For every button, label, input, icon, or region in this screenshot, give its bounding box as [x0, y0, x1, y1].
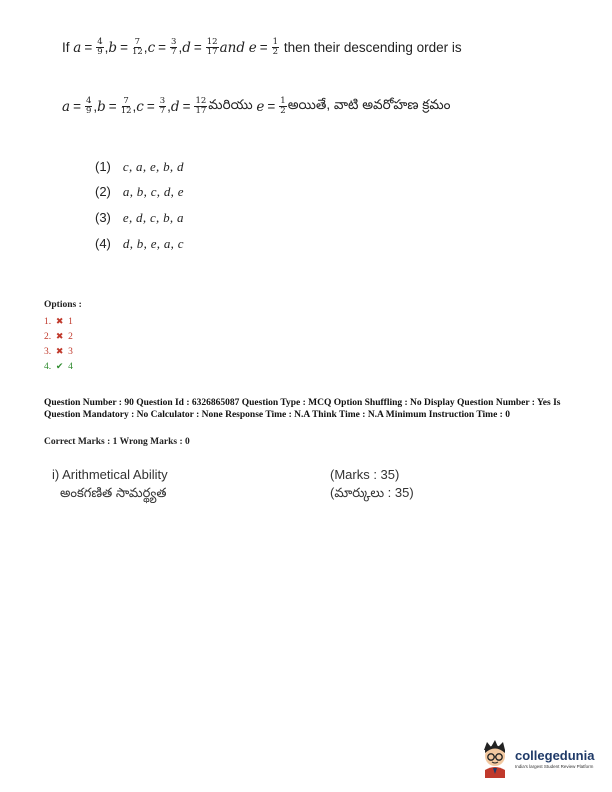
fraction-a: $\frac{4}{9}$: [97, 37, 103, 57]
logo-name: collegedunia: [515, 747, 595, 763]
option-4: 4. ✔ 4: [44, 361, 73, 372]
var-a: a: [73, 39, 82, 56]
option-1: 1. ✖ 1: [44, 316, 73, 327]
section-title-te: అంకగణిత సామర్థ్యత: [60, 485, 167, 500]
fraction-b: $\frac{7}{12}$: [131, 37, 143, 57]
logo-tagline: India's largest Student Review Platform: [515, 763, 594, 769]
check-icon: ✔: [55, 361, 64, 371]
mascot-icon: [478, 738, 512, 778]
cross-icon: ✖: [55, 346, 64, 356]
question-and-te: మరియు: [208, 97, 253, 112]
choice-2: (2) a, b, c, d, e: [95, 184, 184, 199]
var-b: b: [108, 39, 118, 56]
option-2: 2. ✖ 2: [44, 331, 73, 342]
question-suffix: then their descending order is: [283, 40, 462, 55]
fraction-a-te: $\frac{4}{9}$: [85, 96, 92, 116]
question-prefix: If: [62, 40, 70, 55]
question-suffix-te: అయితే, వాటి అవరోహణ క్రమం: [287, 97, 451, 112]
fraction-d-te: $\frac{12}{17}$: [195, 96, 207, 116]
fraction-d: $\frac{12}{17}$: [206, 37, 218, 57]
collegedunia-logo: [478, 738, 598, 778]
choice-1: (1) c, a, e, b, d: [95, 159, 184, 174]
fraction-b-te: $\frac{7}{12}$: [120, 96, 132, 116]
var-c: c: [147, 39, 156, 56]
var-e: e: [248, 39, 257, 56]
question-meta: Question Number : 90 Question Id : 6326865087 Question Type : MCQ Option Shuffling : No Display Question Number : Yes Is Question Mandatory : No Calculator : None Response Time : N.A Think Time : N.A Minimum Instruction Time : 0: [44, 398, 561, 420]
cross-icon: ✖: [55, 331, 64, 341]
cross-icon: ✖: [55, 316, 64, 326]
section-marks-te: (మార్కులు : 35): [330, 485, 414, 500]
question-marks: Correct Marks : 1 Wrong Marks : 0: [44, 437, 190, 447]
choice-3: (3) e, d, c, b, a: [95, 210, 184, 225]
fraction-c: $\frac{3}{7}$: [171, 37, 177, 57]
options-heading: Options :: [44, 300, 82, 310]
question-and: and: [219, 39, 245, 56]
question-english: If a = $\frac{4}{9}$ , b = $\frac{7}{12}$ , c = $\frac{3}{7}$ , d = $\frac{12}{17}$ and e = $\frac{1}{2}$ then their descending order is: [62, 37, 462, 57]
var-d: d: [182, 39, 191, 56]
question-telugu: a = $\frac{4}{9}$ , b = $\frac{7}{12}$ , c = $\frac{3}{7}$ , d = $\frac{12}{17}$ మరియు e = $\frac{1}{2}$ అయితే, వాటి అవరోహణ క్రమం: [62, 96, 451, 116]
section-marks-en: (Marks : 35): [330, 467, 400, 482]
option-3: 3. ✖ 3: [44, 346, 73, 357]
fraction-e-te: $\frac{1}{2}$: [280, 96, 286, 116]
fraction-c-te: $\frac{3}{7}$: [159, 96, 166, 116]
section-title-en: i) Arithmetical Ability: [52, 467, 168, 482]
fraction-e: $\frac{1}{2}$: [272, 37, 279, 57]
choice-4: (4) d, b, e, a, c: [95, 236, 184, 251]
